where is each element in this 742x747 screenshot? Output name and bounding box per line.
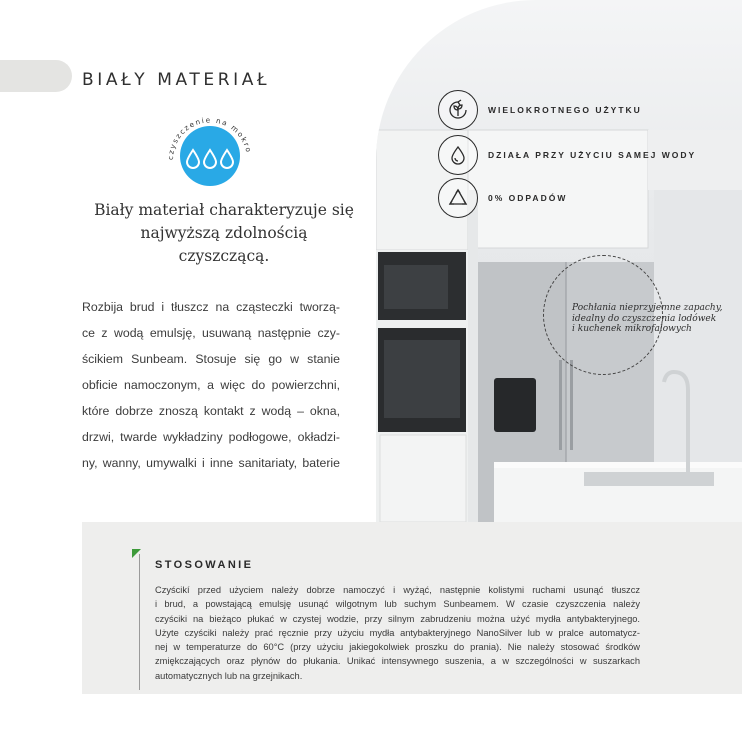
usage-line: automatycznych lub na grzejnikach.: [155, 670, 303, 681]
wet-cleaning-badge: [160, 106, 260, 206]
feature-label: 0% ODPADÓW: [488, 193, 568, 203]
headline: [84, 199, 364, 268]
feature-label: DZIAŁA PRZY UŻYCIU SAMEJ WODY: [488, 150, 697, 160]
headline-line: Biały materiał charakteryzuje się: [94, 201, 354, 219]
description-line: które dobrze znoszą kontakt z wodą – okna,: [82, 404, 340, 418]
side-tab: [0, 60, 72, 92]
absorb-line: Pochłania nieprzyjemne zapachy,: [572, 303, 723, 313]
recycle-triangle-icon: [438, 178, 478, 218]
section-title: BIAŁY MATERIAŁ: [82, 70, 271, 90]
water-drop-icon: [438, 135, 478, 175]
usage-panel: [82, 522, 742, 694]
headline-line: najwyższą zdolnością: [140, 224, 308, 242]
description-line: ścikiem Sunbeam. Stosuje się go w stanie: [82, 352, 340, 366]
description-line: ny, wanny, umywalki i inne sanitariaty, baterie: [82, 456, 340, 470]
kitchen-photo: [376, 0, 742, 522]
divider-line: [139, 554, 140, 690]
usage-title: STOSOWANIE: [155, 559, 254, 571]
feature-zero-waste: [438, 178, 567, 218]
usage-text: [155, 583, 640, 683]
description-line: obficie namoczonym, a więc do powierzchni,: [82, 378, 340, 392]
usage-line: i brud, a powstającą emulsję usunąć wilgotnym lub suchym Sunbeamem. W czasie czyszczenia należy: [155, 599, 640, 610]
feature-reusable: [438, 90, 642, 130]
absorb-note: [572, 303, 732, 335]
headline-line: czyszczącą.: [178, 247, 270, 265]
usage-line: nej w temperaturze do 60°C (przy użyciu jakiegokolwiek proszku do prania). Nie należy stosować środków: [155, 642, 640, 653]
description-line: ce z wodą emulsję, usuwaną następnie czy-: [82, 326, 340, 340]
absorb-line: idealny do czyszczenia lodówek: [572, 313, 717, 324]
absorb-line: i kuchenek mikrofalowych: [572, 324, 692, 334]
description-line: Rozbija brud i tłuszcz na cząsteczki tworzą-: [82, 300, 340, 314]
description-line: drzwi, twarde wykładziny podłogowe, okładzi-: [82, 430, 340, 444]
feature-label: WIELOKROTNEGO UŻYTKU: [488, 105, 642, 115]
usage-line: Czyścikí przed użyciem należy dobrze namoczyć i wyżąć, następnie kolistymi ruchami usunąć tłuszcz: [155, 585, 640, 595]
description: [82, 294, 340, 476]
feature-water-only: [438, 135, 696, 175]
usage-line: zmiękczających oraz płynów do płukania. Unikać intensywnego suszenia, a w szczególności w suszarkach: [155, 656, 640, 667]
recycle-leaf-icon: [438, 90, 478, 130]
badge-arc-text: czyszczenie na mokro: [165, 115, 254, 161]
usage-line: Użyte czyściki należy prać ręcznie przy użyciu mydła antybakteryjnego NanoSilver lub w pralce automatycz-: [155, 627, 640, 638]
usage-line: czyściki na bieżąco płukać w czystej wodzie, przy silnym zabrudzeniu można użyć mydła antybakteryjnego.: [155, 613, 640, 624]
